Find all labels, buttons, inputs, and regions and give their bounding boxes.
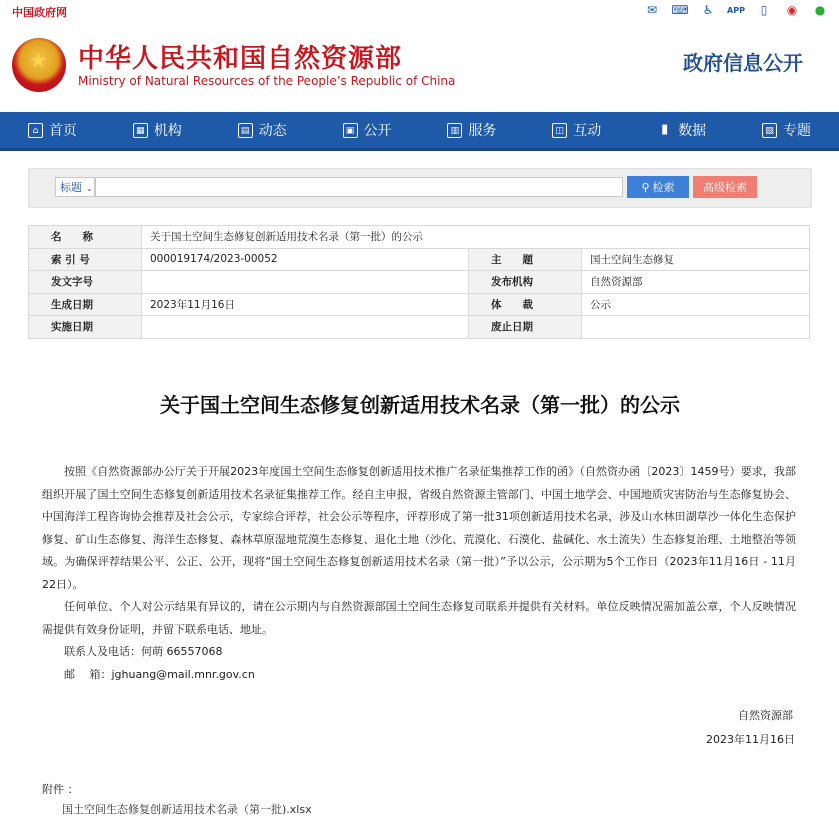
- document-title: 关于国土空间生态修复创新适用技术名录（第一批）的公示: [160, 393, 680, 417]
- nav-label: 首页: [48, 123, 77, 139]
- table-row: [29, 293, 810, 316]
- search-button[interactable]: [627, 176, 689, 198]
- search-button-label: 检索: [652, 182, 675, 194]
- nav-label: 专题: [783, 123, 812, 139]
- subscribe-icon[interactable]: ⌨: [671, 3, 689, 17]
- table-row: [29, 271, 810, 294]
- index-label: 索 引 号: [29, 248, 142, 271]
- site-header: [0, 22, 839, 112]
- mobile-icon[interactable]: ▯: [760, 3, 768, 17]
- search-input[interactable]: [95, 177, 623, 197]
- subject-label: 主 题: [469, 248, 582, 271]
- nav-label: 互动: [573, 123, 602, 139]
- sign-date: 2023年11月16日: [706, 733, 795, 746]
- chevron-down-icon: ⌄: [86, 184, 93, 193]
- mail-icon[interactable]: ✉: [646, 3, 658, 17]
- table-row: [29, 226, 810, 249]
- genre-value: 公示: [582, 293, 810, 316]
- name-value: 关于国土空间生态修复创新适用技术名录（第一批）的公示: [142, 226, 810, 249]
- signer: 自然资源部: [738, 709, 793, 722]
- nav-item-topic[interactable]: [734, 112, 839, 148]
- advanced-search-button[interactable]: 高级检索: [693, 176, 757, 198]
- nav-item-disclosure[interactable]: [315, 112, 420, 148]
- index-value: 000019174/2023-00052: [142, 248, 469, 271]
- search-bar: [28, 168, 812, 208]
- nav-item-org[interactable]: [105, 112, 210, 148]
- publisher-label: 发布机构: [469, 271, 582, 294]
- disclosure-icon: ▣: [343, 123, 358, 138]
- name-label: 名 称: [29, 226, 142, 249]
- attachment-link[interactable]: 国土空间生态修复创新适用技术名录（第一批).xlsx: [62, 803, 312, 816]
- data-icon: ▮: [661, 121, 669, 137]
- publisher-value: 自然资源部: [582, 271, 810, 294]
- date-label: 生成日期: [29, 293, 142, 316]
- interaction-icon: ◫: [552, 123, 567, 138]
- section-title: 政府信息公开: [683, 51, 803, 75]
- email-line: 邮 箱：jghuang@mail.mnr.gov.cn: [64, 667, 255, 681]
- table-row: [29, 316, 810, 339]
- home-icon: ⌂: [28, 123, 43, 138]
- nav-label: 数据: [678, 123, 707, 139]
- nav-item-interaction[interactable]: [524, 112, 629, 148]
- nav-item-news[interactable]: [210, 112, 315, 148]
- topic-icon: ▧: [762, 123, 777, 138]
- nav-item-service[interactable]: [420, 112, 525, 148]
- weibo-icon[interactable]: ◉: [786, 3, 798, 17]
- date-value: 2023年11月16日: [142, 293, 469, 316]
- document-body: [42, 461, 796, 686]
- nav-item-data[interactable]: [629, 112, 734, 148]
- docno-value: [142, 271, 469, 294]
- metadata-table: [28, 225, 810, 339]
- nav-label: 机构: [153, 123, 182, 139]
- accessibility-icon[interactable]: ♿: [702, 3, 714, 17]
- news-icon: ▤: [238, 123, 253, 138]
- genre-label: 体 裁: [469, 293, 582, 316]
- site-name-en: Ministry of Natural Resources of the People’s Republic of China: [78, 74, 456, 88]
- expire-value: [582, 316, 810, 339]
- search-type-select[interactable]: [55, 177, 95, 197]
- nav-item-home[interactable]: [0, 112, 105, 148]
- table-row: [29, 248, 810, 271]
- contact-line: 联系人及电话：何萌 66557068: [64, 645, 223, 658]
- service-icon: ▥: [447, 123, 462, 138]
- nav-label: 服务: [468, 123, 497, 139]
- wechat-icon[interactable]: ●: [814, 3, 826, 17]
- site-name-cn: 中华人民共和国自然资源部: [78, 44, 403, 74]
- attachment-label: 附件 ：: [42, 783, 79, 796]
- body-paragraph: 按照《自然资源部办公厅关于开展2023年度国土空间生态修复创新适用技术推广名录征集推荐工作的函》（自然资办函〔2023〕1459号）要求，我部组织开展了国土空间生态修复创新适用技术名录征集推荐工作。经自主申报，省级自然资源主管部门、中国土地学会、中国地质灾害防治与生态修复协会、中国海洋工程咨询协会推荐及社会公示，专家综合评荐，社会公示等程序，评荐形成了第一批31项创新适用技术名录，涉及山水林田湖草沙一体化生态保护修复、矿山生态修复、海洋生态修复、森林草原湿地荒漠生态修复、退化土地（沙化、荒漠化、石漠化、盐碱化、水土流失）生态修复治理、土地整治等领域。为确保评荐结果公平、公正、公开，现将“国土空间生态修复创新适用技术名录（第一批）”予以公示，公示期为5个工作日（2023年11月16日 - 11月22日）。: [42, 465, 796, 591]
- effective-label: 实施日期: [29, 316, 142, 339]
- docno-label: 发文字号: [29, 271, 142, 294]
- effective-value: [142, 316, 469, 339]
- search-icon: ⚲: [641, 181, 650, 194]
- nav-label: 公开: [363, 123, 392, 139]
- subject-value: 国土空间生态修复: [582, 248, 810, 271]
- expire-label: 废止日期: [469, 316, 582, 339]
- search-type-label: 标题: [60, 181, 82, 194]
- top-bar: [0, 0, 839, 22]
- gov-portal-link[interactable]: 中国政府网: [12, 6, 67, 19]
- top-icon-group: [643, 2, 829, 18]
- org-icon: ▦: [133, 123, 148, 138]
- body-paragraph: 任何单位、个人对公示结果有异议的，请在公示期内与自然资源部国土空间生态修复司联系并提供有关材料。单位反映情况需加盖公章，个人反映情况需提供有效身份证明，并留下联系电话、地址。: [42, 600, 796, 636]
- nav-label: 动态: [258, 123, 287, 139]
- app-icon[interactable]: APP: [727, 5, 745, 15]
- national-emblem-icon: [12, 38, 66, 92]
- main-nav: [0, 112, 839, 151]
